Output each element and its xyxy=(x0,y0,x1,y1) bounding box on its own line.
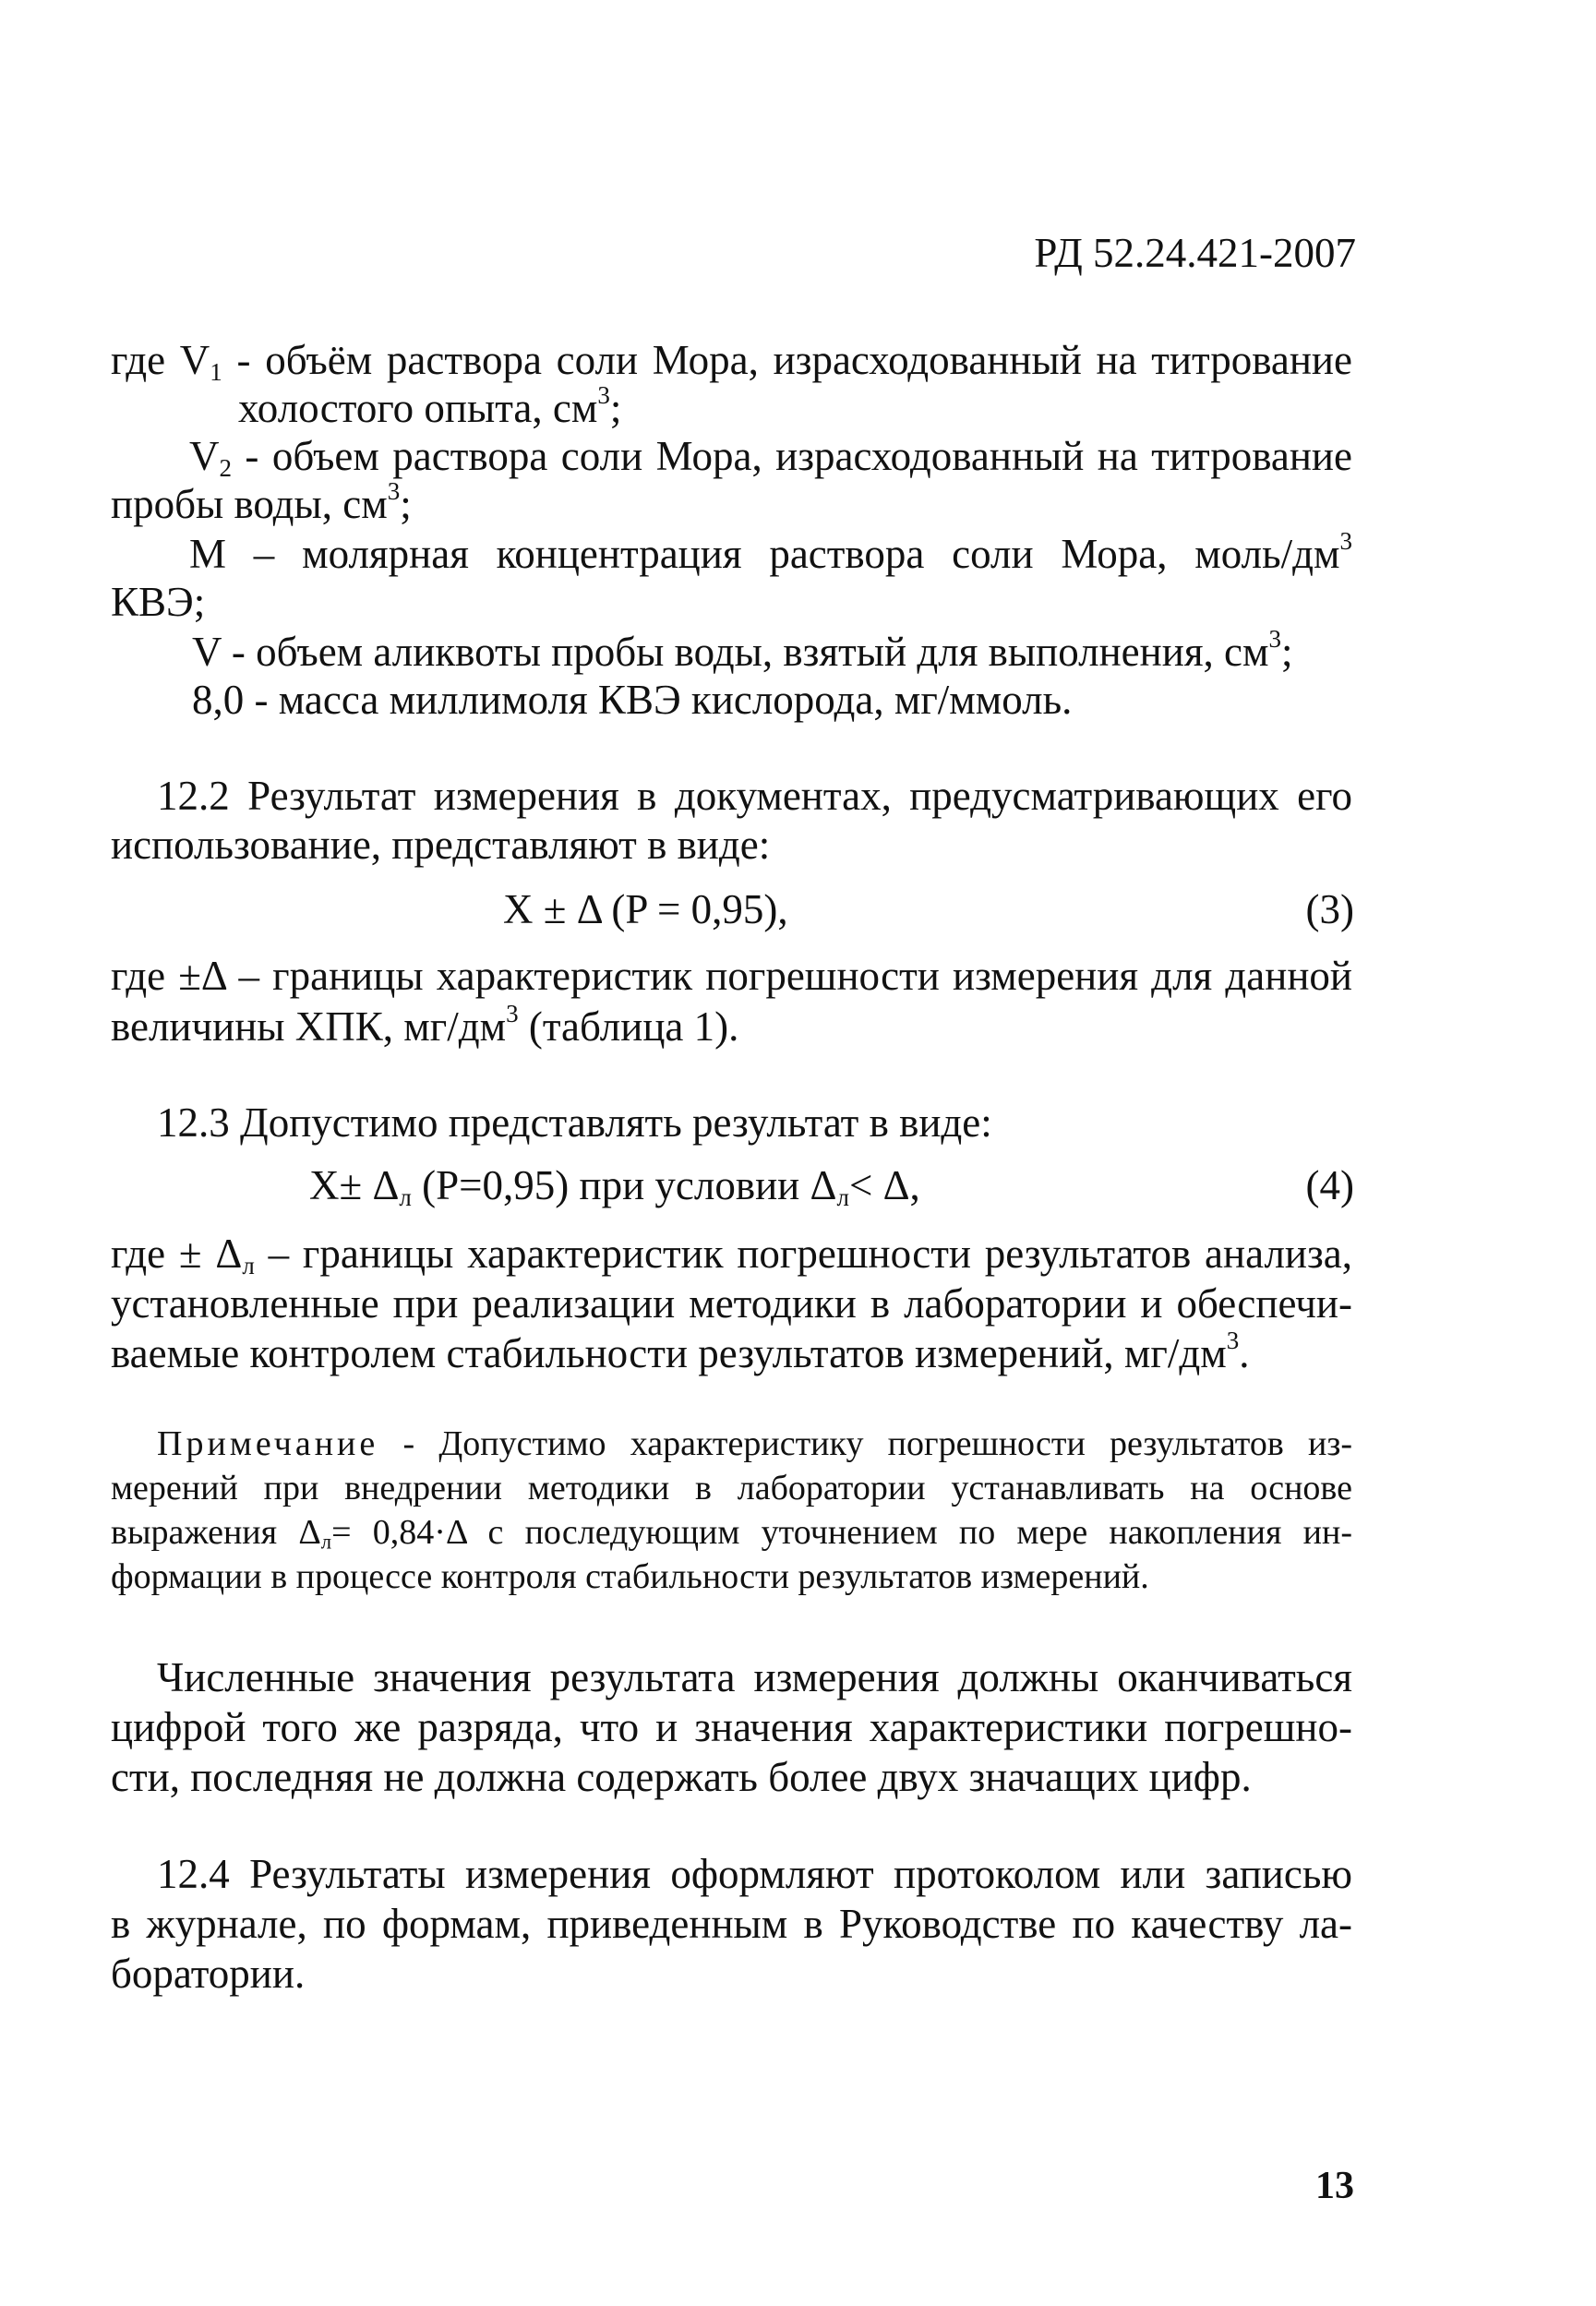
def-v2-continuation: пробы воды, $см^3$; xyxy=(111,476,412,527)
rounding-line1: Численные значения результата измерения должны оканчиваться xyxy=(157,1654,1352,1700)
note-line4: формации в процессе контроля стабильности результатов измерений. xyxy=(111,1557,1149,1596)
def-m-continuation: КВЭ; xyxy=(111,579,206,625)
section-12-4-line2: в журнале, по формам, приведенным в Руководстве по качеству ла- xyxy=(111,1901,1352,1947)
formula-3: X ± Δ (P = 0,95), xyxy=(503,886,788,932)
def-v1-continuation: холостого опыта, $см^3$; xyxy=(238,380,622,431)
section-12-3-line1: 12.3 Допустимо представлять результат в виде: xyxy=(157,1099,992,1146)
formula-4: $X\pm \Delta_л$ (P=0,95) при условии $\Delta_л< \Delta$, xyxy=(309,1162,920,1211)
def-v2-line: $V_2$ - объем раствора соли Мора, израсходованный на титрование xyxy=(189,433,1352,482)
formula-4-number: (4) xyxy=(1305,1162,1354,1208)
def-m-line: М – молярная концентрация раствора соли Мора, моль/$дм^3$ xyxy=(189,526,1352,577)
rounding-line2: цифрой того же разряда, что и значения характеристики погрешно- xyxy=(111,1704,1352,1750)
note-label: Примечание xyxy=(157,1424,379,1463)
formula-3-number: (3) xyxy=(1305,886,1354,932)
section-12-3-line4: ваемые контролем стабильности результатов измерений, $мг/дм^3$. xyxy=(111,1326,1250,1376)
section-12-2-line4: величины ХПК, $мг/дм^3$ (таблица 1). xyxy=(111,999,739,1050)
note-line3: выражения $\Delta_л= 0,84\cdot\Delta$ с последующим уточнением по мере накопления ин- xyxy=(111,1513,1352,1554)
section-12-2-line3: где ±Δ – границы характеристик погрешности измерения для данной xyxy=(111,953,1352,999)
section-12-2-line2: использование, представляют в виде: xyxy=(111,822,771,868)
section-12-4-line1: 12.4 Результаты измерения оформляют протоколом или записью xyxy=(157,1851,1352,1897)
section-12-3-line2: где ± $\Delta_л$ – границы характеристик погрешности результатов анализа, xyxy=(111,1231,1352,1279)
note-line2: мерений при внедрении методики в лаборатории устанавливать на основе xyxy=(111,1469,1352,1507)
section-12-4-line3: боратории. xyxy=(111,1951,306,1997)
document-code-header: РД 52.24.421-2007 xyxy=(1034,230,1356,276)
note-line1: Примечание - Допустимо характеристику погрешности результатов из- xyxy=(157,1424,1352,1463)
def-v-line: V - объем аликвоты пробы воды, взятый для выполнения, $см^3$; xyxy=(192,624,1293,675)
def-v1-line: где $V_1$ - объём раствора соли Мора, израсходованный на титрование xyxy=(111,337,1352,386)
def-k-line: 8,0 - масса миллимоля КВЭ кислорода, мг/ммоль. xyxy=(192,677,1073,723)
rounding-line3: сти, последняя не должна содержать более двух значащих цифр. xyxy=(111,1754,1252,1800)
section-12-2-line1: 12.2 Результат измерения в документах, предусматривающих его xyxy=(157,773,1352,819)
section-12-3-line3: установленные при реализации методики в лаборатории и обеспечи- xyxy=(111,1280,1352,1327)
page-number: 13 xyxy=(1315,2165,1354,2207)
